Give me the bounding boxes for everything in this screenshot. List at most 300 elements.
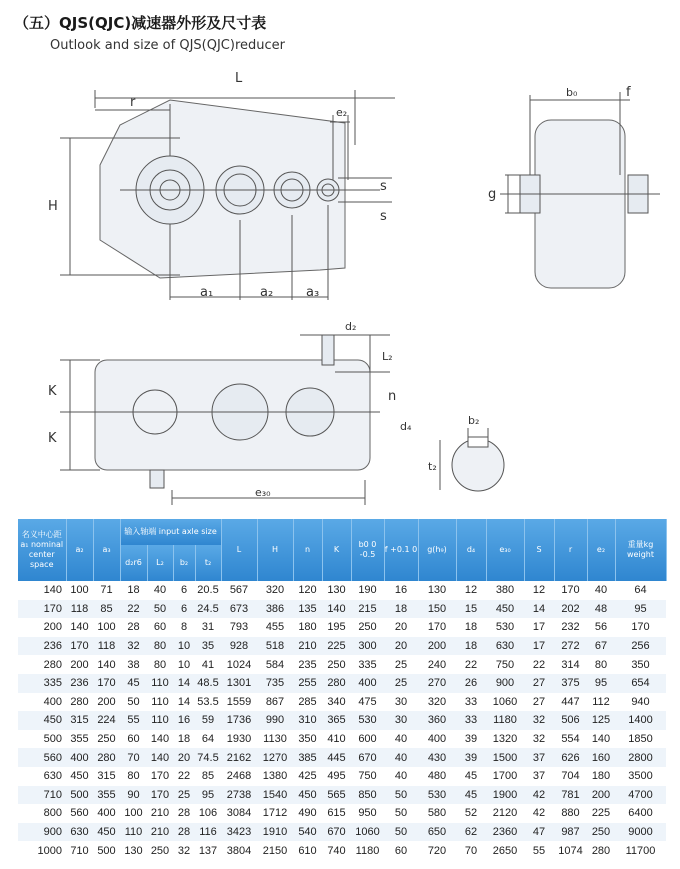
table-cell: 90 [120,786,147,805]
table-cell: 450 [66,767,93,786]
table-cell: 62 [456,823,486,842]
table-cell: 202 [554,600,587,619]
table-cell: 50 [120,693,147,712]
label-a2: a₂ [260,285,274,300]
dimension-table [18,519,667,860]
table-cell: 50 [384,823,418,842]
top-view [60,335,390,505]
table-cell: 506 [554,711,587,730]
table-cell: 85 [93,600,120,619]
table-cell: 360 [418,711,456,730]
table-cell: 210 [147,823,173,842]
header-r: r [554,519,587,581]
table-cell: 3423 [221,823,257,842]
page-subtitle: Outlook and size of QJS(QJC)reducer [50,38,285,53]
table-cell: 140 [18,581,66,600]
table-cell: 40 [147,581,173,600]
table-cell: 3084 [221,804,257,823]
table-cell: 530 [351,711,384,730]
table-cell: 45 [120,674,147,693]
table-cell: 10 [173,637,195,656]
header-e30: e₃₀ [486,519,524,581]
table-cell: 20 [384,637,418,656]
table-cell: 270 [418,674,456,693]
table-row [18,730,666,749]
table-cell: 37 [524,767,554,786]
table-cell: 800 [18,804,66,823]
table-cell: 110 [147,711,173,730]
table-cell: 1380 [257,767,293,786]
table-cell: 200 [418,637,456,656]
table-cell: 256 [615,637,666,656]
table-cell: 2360 [486,823,524,842]
table-cell: 200 [18,618,66,637]
table-cell: 654 [615,674,666,693]
table-cell: 25 [384,655,418,674]
table-cell: 236 [66,674,93,693]
table-cell: 530 [418,786,456,805]
table-cell: 85 [195,767,221,786]
table-cell: 987 [554,823,587,842]
table-cell: 6 [173,581,195,600]
label-a1: a₁ [200,285,214,300]
table-cell: 40 [587,581,615,600]
table-cell: 320 [257,581,293,600]
header-b2: b₂ [173,545,195,581]
header-input-axle: 输入轴端 input axle size [120,519,221,545]
table-cell: 110 [120,823,147,842]
table-cell: 240 [418,655,456,674]
table-cell: 2650 [486,841,524,860]
table-cell: 27 [524,693,554,712]
table-cell: 490 [293,804,322,823]
table-cell: 320 [418,693,456,712]
table-cell: 400 [66,748,93,767]
table-cell: 410 [322,730,351,749]
table-cell: 3500 [615,767,666,786]
table-cell: 190 [351,581,384,600]
table-cell: 2800 [615,748,666,767]
header-e2: e₂ [587,519,615,581]
table-cell: 10 [173,655,195,674]
header-L: L [221,519,257,581]
table-cell: 250 [587,823,615,842]
table-cell: 250 [93,730,120,749]
table-cell: 95 [615,600,666,619]
header-H: H [257,519,293,581]
table-cell: 630 [486,637,524,656]
table-cell: 335 [18,674,66,693]
table-cell: 1180 [486,711,524,730]
label-f: f [626,85,631,100]
table-cell: 236 [18,637,66,656]
table-row [18,637,666,656]
side-view [500,92,660,288]
table-cell: 71 [93,581,120,600]
table-cell: 14 [524,600,554,619]
table-cell: 22 [120,600,147,619]
table-cell: 50 [384,804,418,823]
label-e30: e₃₀ [255,486,271,499]
table-cell: 1500 [486,748,524,767]
table-cell: 495 [322,767,351,786]
table-cell: 53.5 [195,693,221,712]
table-cell: 14 [173,674,195,693]
table-cell: 215 [351,600,384,619]
table-cell: 2468 [221,767,257,786]
table-row [18,823,666,842]
table-cell: 1900 [486,786,524,805]
label-t2: t₂ [428,460,437,473]
table-cell: 1320 [486,730,524,749]
table-cell: 30 [384,693,418,712]
label-g: g [488,187,497,202]
header-b0: b0 0 -0.5 [351,519,384,581]
table-cell: 673 [221,600,257,619]
table-cell: 20 [384,618,418,637]
table-cell: 18 [456,637,486,656]
table-cell: 710 [66,841,93,860]
table-cell: 450 [293,786,322,805]
table-cell: 26 [456,674,486,693]
table-cell: 32 [524,730,554,749]
table-cell: 140 [322,600,351,619]
table-cell: 1000 [18,841,66,860]
table-cell: 793 [221,618,257,637]
table-cell: 990 [257,711,293,730]
table-cell: 400 [18,693,66,712]
header-center-distance: 名义中心距a₁ nominal center space [18,519,66,581]
table-cell: 80 [147,655,173,674]
table-cell: 130 [418,581,456,600]
table-cell: 900 [486,674,524,693]
table-cell: 60 [384,841,418,860]
label-s1: s [380,179,387,194]
table-row [18,674,666,693]
table-cell: 33 [456,711,486,730]
table-cell: 18 [173,730,195,749]
table-cell: 704 [554,767,587,786]
table-cell: 70 [120,748,147,767]
table-cell: 928 [221,637,257,656]
table-cell: 615 [322,804,351,823]
label-d2: d₂ [345,320,357,333]
label-a3: a₃ [306,285,320,300]
table-cell: 2738 [221,786,257,805]
table-cell: 447 [554,693,587,712]
table-cell: 35 [195,637,221,656]
table-cell: 59 [195,711,221,730]
page-title: （五）QJS(QJC)减速器外形及尺寸表 [14,14,267,32]
table-cell: 25 [173,786,195,805]
table-cell: 130 [120,841,147,860]
table-cell: 2150 [257,841,293,860]
label-r: r [130,95,136,110]
table-cell: 40 [384,767,418,786]
table-cell: 11700 [615,841,666,860]
table-cell: 112 [587,693,615,712]
table-cell: 554 [554,730,587,749]
table-cell: 39 [456,748,486,767]
table-cell: 480 [418,767,456,786]
table-cell: 560 [66,804,93,823]
table-cell: 2162 [221,748,257,767]
header-d2: d₂r6 [120,545,147,581]
table-cell: 280 [18,655,66,674]
table-cell: 580 [418,804,456,823]
table-cell: 1910 [257,823,293,842]
table-cell: 170 [147,786,173,805]
table-cell: 565 [322,786,351,805]
table-cell: 120 [293,581,322,600]
table-cell: 140 [147,748,173,767]
table-row [18,618,666,637]
table-cell: 32 [524,711,554,730]
table-cell: 900 [18,823,66,842]
table-cell: 1301 [221,674,257,693]
header-a2: a₂ [66,519,93,581]
table-cell: 735 [257,674,293,693]
table-cell: 250 [322,655,351,674]
table-cell: 867 [257,693,293,712]
table-cell: 335 [351,655,384,674]
table-cell: 48.5 [195,674,221,693]
table-cell: 430 [418,748,456,767]
table-cell: 170 [93,674,120,693]
label-b2: b₂ [468,414,480,427]
table-cell: 40 [384,730,418,749]
header-f: f +0.1 0 [384,519,418,581]
table-cell: 670 [351,748,384,767]
table-cell: 400 [93,804,120,823]
table-cell: 170 [18,600,66,619]
table-cell: 210 [147,804,173,823]
header-d4: d₄ [456,519,486,581]
table-cell: 500 [66,786,93,805]
table-cell: 100 [93,618,120,637]
header-n: n [293,519,322,581]
table-cell: 940 [615,693,666,712]
table-cell: 67 [587,637,615,656]
table-cell: 450 [18,711,66,730]
header-weight: 重量kg weight [615,519,666,581]
table-cell: 1540 [257,786,293,805]
table-cell: 250 [351,618,384,637]
table-cell: 1712 [257,804,293,823]
table-row [18,600,666,619]
table-cell: 1270 [257,748,293,767]
table-cell: 224 [93,711,120,730]
table-row [18,581,666,600]
table-cell: 385 [293,748,322,767]
table-cell: 720 [418,841,456,860]
table-cell: 355 [66,730,93,749]
table-cell: 48 [587,600,615,619]
table-cell: 16 [173,711,195,730]
shaft-section [440,428,504,491]
table-cell: 280 [66,693,93,712]
table-cell: 880 [554,804,587,823]
table-cell: 37 [524,748,554,767]
table-cell: 95 [587,674,615,693]
table-cell: 180 [293,618,322,637]
table-cell: 375 [554,674,587,693]
table-cell: 518 [257,637,293,656]
table-cell: 200 [66,655,93,674]
table-cell: 45 [456,786,486,805]
table-cell: 130 [322,581,351,600]
table-cell: 500 [93,841,120,860]
table-row [18,804,666,823]
label-n: n [388,389,397,404]
table-cell: 170 [554,581,587,600]
table-cell: 285 [293,693,322,712]
table-cell: 125 [587,711,615,730]
table-cell: 530 [486,618,524,637]
table-row [18,748,666,767]
table-row [18,693,666,712]
table-row [18,841,666,860]
table-cell: 137 [195,841,221,860]
table-cell: 45 [456,767,486,786]
table-cell: 70 [456,841,486,860]
table-cell: 1130 [257,730,293,749]
table-cell: 445 [322,748,351,767]
table-cell: 425 [293,767,322,786]
table-cell: 1930 [221,730,257,749]
table-row [18,786,666,805]
table-cell: 232 [554,618,587,637]
table-cell: 140 [66,618,93,637]
table-cell: 280 [93,748,120,767]
table-cell: 50 [147,600,173,619]
header-K: K [322,519,351,581]
table-cell: 781 [554,786,587,805]
table-cell: 30 [384,711,418,730]
table-cell: 400 [418,730,456,749]
table-cell: 1180 [351,841,384,860]
table-cell: 170 [615,618,666,637]
header-g: g(h₉) [418,519,456,581]
table-cell: 41 [195,655,221,674]
table-cell: 40 [384,748,418,767]
table-cell: 17 [524,637,554,656]
table-cell: 850 [351,786,384,805]
table-cell: 610 [293,841,322,860]
table-cell: 74.5 [195,748,221,767]
table-cell: 16 [384,581,418,600]
table-cell: 1700 [486,767,524,786]
table-cell: 2120 [486,804,524,823]
label-L2: L₂ [382,350,393,363]
table-cell: 1736 [221,711,257,730]
table-cell: 25 [384,674,418,693]
table-row [18,711,666,730]
table-cell: 280 [322,674,351,693]
table-cell: 32 [120,637,147,656]
table-cell: 60 [147,618,173,637]
table-cell: 195 [322,618,351,637]
table-cell: 32 [173,841,195,860]
table-cell: 1850 [615,730,666,749]
table-cell: 28 [120,618,147,637]
label-K2: K [48,431,57,446]
table-cell: 170 [418,618,456,637]
table-cell: 106 [195,804,221,823]
table-cell: 350 [615,655,666,674]
label-s2: s [380,209,387,224]
header-L2: L₂ [147,545,173,581]
table-cell: 3804 [221,841,257,860]
label-b0: b₀ [566,86,578,99]
table-cell: 4700 [615,786,666,805]
table-cell: 650 [418,823,456,842]
table-cell: 540 [293,823,322,842]
table-cell: 55 [120,711,147,730]
table-cell: 210 [293,637,322,656]
table-cell: 80 [587,655,615,674]
table-cell: 12 [524,581,554,600]
table-cell: 22 [456,655,486,674]
table-cell: 52 [456,804,486,823]
table-cell: 118 [66,600,93,619]
table-cell: 42 [524,786,554,805]
table-cell: 110 [147,693,173,712]
table-cell: 56 [587,618,615,637]
table-cell: 1060 [351,823,384,842]
table-cell: 225 [322,637,351,656]
table-cell: 8 [173,618,195,637]
table-cell: 18 [384,600,418,619]
table-cell: 64 [195,730,221,749]
table-cell: 50 [384,786,418,805]
table-cell: 950 [351,804,384,823]
label-e2: e₂ [336,106,348,119]
table-cell: 500 [18,730,66,749]
table-cell: 355 [93,786,120,805]
table-cell: 560 [18,748,66,767]
table-cell: 80 [120,767,147,786]
table-cell: 95 [195,786,221,805]
table-cell: 310 [293,711,322,730]
table-cell: 9000 [615,823,666,842]
table-cell: 22 [173,767,195,786]
table-cell: 170 [147,767,173,786]
table-cell: 170 [66,637,93,656]
table-cell: 630 [18,767,66,786]
table-cell: 31 [195,618,221,637]
header-a3: a₃ [93,519,120,581]
table-cell: 225 [587,804,615,823]
table-cell: 135 [293,600,322,619]
table-cell: 14 [173,693,195,712]
header-S: S [524,519,554,581]
table-cell: 180 [587,767,615,786]
table-cell: 400 [351,674,384,693]
table-cell: 6400 [615,804,666,823]
table-cell: 272 [554,637,587,656]
table-cell: 315 [66,711,93,730]
label-H: H [48,199,58,214]
table-cell: 1559 [221,693,257,712]
header-t2: t₂ [195,545,221,581]
table-cell: 42 [524,804,554,823]
table-cell: 255 [293,674,322,693]
table-cell: 315 [93,767,120,786]
table-cell: 12 [456,581,486,600]
table-cell: 140 [587,730,615,749]
table-cell: 455 [257,618,293,637]
